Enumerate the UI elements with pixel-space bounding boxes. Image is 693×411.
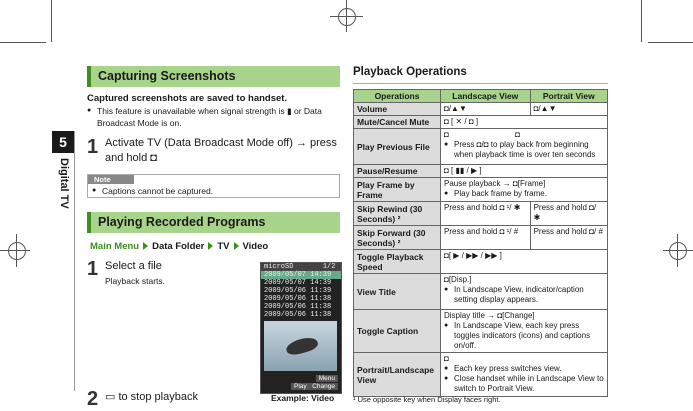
crop-mark	[641, 0, 642, 42]
column-header: Operations	[354, 90, 441, 103]
combined-cell	[441, 353, 608, 397]
table-row	[354, 116, 608, 129]
op-note: ● Close handset while in Landscape View to switch to Portrait View.	[444, 374, 604, 394]
arrow-right-icon	[234, 242, 239, 250]
portrait-cell: Press and hold ◘/ ✱	[530, 202, 607, 226]
portrait-value: ◘	[515, 130, 520, 139]
crop-mark	[51, 0, 52, 42]
chapter-number: 5	[52, 131, 74, 153]
step-number: 2	[87, 388, 99, 410]
column-header: Portrait View	[530, 90, 607, 103]
landscape-cell: Press and hold ◘ ¹/ ✱	[441, 202, 531, 226]
recorded-step2-text: ▭ to stop playback	[105, 391, 198, 403]
phone-list-item: 2009/05/06 11:38	[264, 295, 332, 303]
table-row	[354, 202, 608, 226]
menu-path-item: TV	[217, 241, 230, 252]
table-row	[354, 165, 608, 178]
arrow-right-icon	[208, 242, 213, 250]
registration-circle	[669, 242, 687, 260]
portrait-cell: Press and hold ◘/ #	[530, 226, 607, 250]
softkey-play: Play	[291, 383, 310, 390]
op-name: Toggle Playback Speed	[354, 250, 441, 274]
table-row	[354, 178, 608, 202]
op-note: ● Press ◘/◘ to play back from beginning when playback time is over ten seconds	[444, 140, 604, 160]
menu-path-item: Video	[242, 241, 269, 252]
recorded-step1-text: Select a file	[105, 260, 162, 272]
table-row	[354, 274, 608, 310]
combined-cell	[441, 310, 608, 353]
column-header: Landscape View	[441, 90, 531, 103]
landscape-value: Display title → ◘[Change]	[444, 311, 535, 320]
landscape-cell: Press and hold ◘ ¹/ #	[441, 226, 531, 250]
phone-list-item: 2009/05/07 14:39	[264, 279, 332, 287]
landscape-cell: ◘[ ▶ / ▶▶ / ▶▶ ]	[441, 250, 608, 274]
penguin-image	[285, 335, 320, 357]
section-heading-recorded: Playing Recorded Programs	[87, 212, 340, 233]
playback-operations-table	[353, 89, 608, 397]
op-name: Mute/Cancel Mute	[354, 116, 441, 129]
landscape-value: ◘[Disp.]	[444, 275, 472, 284]
table-row	[354, 103, 608, 116]
op-name: Skip Rewind (30 Seconds) ²	[354, 202, 441, 226]
op-note: ● Each key press switches view.	[444, 364, 604, 374]
note-label: Note	[88, 175, 134, 184]
capturing-bullet: ● This feature is unavailable when signal strength is ▮ or Data Broadcast Mode is on.	[87, 105, 350, 129]
op-name: Skip Forward (30 Seconds) ²	[354, 226, 441, 250]
note-text: ● Captions cannot be captured.	[92, 185, 339, 197]
combined-cell	[441, 178, 608, 202]
figure-caption: Example: Video	[271, 393, 335, 403]
menu-path-item: Data Folder	[152, 241, 205, 252]
combined-cell	[441, 129, 608, 165]
chapter-label: Digital TV	[58, 158, 70, 209]
section-heading-capturing: Capturing Screenshots	[87, 66, 340, 87]
combined-cell	[441, 274, 608, 310]
capturing-step-text: Activate TV (Data Broadcast Mode off) → press and hold ◘	[105, 137, 337, 164]
table-header-row	[354, 90, 608, 103]
landscape-value: ◘	[444, 354, 449, 363]
op-name: Toggle Caption	[354, 310, 441, 353]
table-row	[354, 310, 608, 353]
op-note: ● Play back frame by frame.	[444, 189, 604, 199]
phone-list-item: 2009/05/06 11:38	[264, 303, 332, 311]
step-number: 1	[87, 258, 99, 280]
landscape-value: Pause playback → ◘[Frame]	[444, 179, 546, 188]
op-name: Portrait/Landscape View	[354, 353, 441, 397]
landscape-value: ◘	[444, 130, 449, 139]
op-name: Play Frame by Frame	[354, 178, 441, 202]
landscape-cell: ◘ [ ✕ / ◘ ]	[441, 116, 608, 129]
op-note: ● In Landscape View, indicator/caption setting display appears.	[444, 285, 604, 305]
op-note: ● In Landscape View, each key press toggles indicators (icons) and captions on/off.	[444, 321, 604, 351]
landscape-cell: ◘ [ ▮▮ / ▶ ]	[441, 165, 608, 178]
registration-circle	[338, 8, 356, 26]
op-name: Volume	[354, 103, 441, 116]
op-name: View Title	[354, 274, 441, 310]
crop-mark	[0, 42, 46, 43]
phone-list-item: 2009/05/06 11:39	[264, 287, 332, 295]
phone-header: microSD 1/2	[261, 263, 341, 271]
landscape-cell: ◘/▲▼	[441, 103, 531, 116]
softkey-change: Change	[309, 383, 338, 390]
divider	[353, 83, 608, 84]
step-number: 1	[87, 136, 99, 158]
crop-mark	[648, 42, 693, 43]
phone-list-item: 2009/05/06 11:38	[264, 311, 332, 319]
footnote: ¹ Use opposite key when Display faces right.	[353, 395, 501, 404]
table-row	[354, 226, 608, 250]
note-box	[87, 174, 340, 198]
phone-list-item: 2009/05/07 14:39	[261, 271, 341, 279]
op-name: Play Previous File	[354, 129, 441, 165]
table-row	[354, 129, 608, 165]
divider	[74, 131, 75, 391]
table-row	[354, 353, 608, 397]
registration-circle	[8, 242, 26, 260]
table-row	[354, 250, 608, 274]
video-thumbnail	[264, 321, 337, 371]
menu-path	[90, 241, 268, 252]
capturing-subtitle: Captured screenshots are saved to handset.	[87, 93, 288, 104]
playback-title: Playback Operations	[353, 66, 467, 78]
recorded-step1-sub: Playback starts.	[105, 276, 165, 286]
menu-path-item: Main Menu	[90, 241, 140, 252]
softkey-menu: Menu	[316, 375, 338, 382]
phone-screenshot	[260, 262, 342, 394]
op-name: Pause/Resume	[354, 165, 441, 178]
arrow-right-icon	[143, 242, 148, 250]
portrait-cell: ◘/▲▼	[530, 103, 607, 116]
